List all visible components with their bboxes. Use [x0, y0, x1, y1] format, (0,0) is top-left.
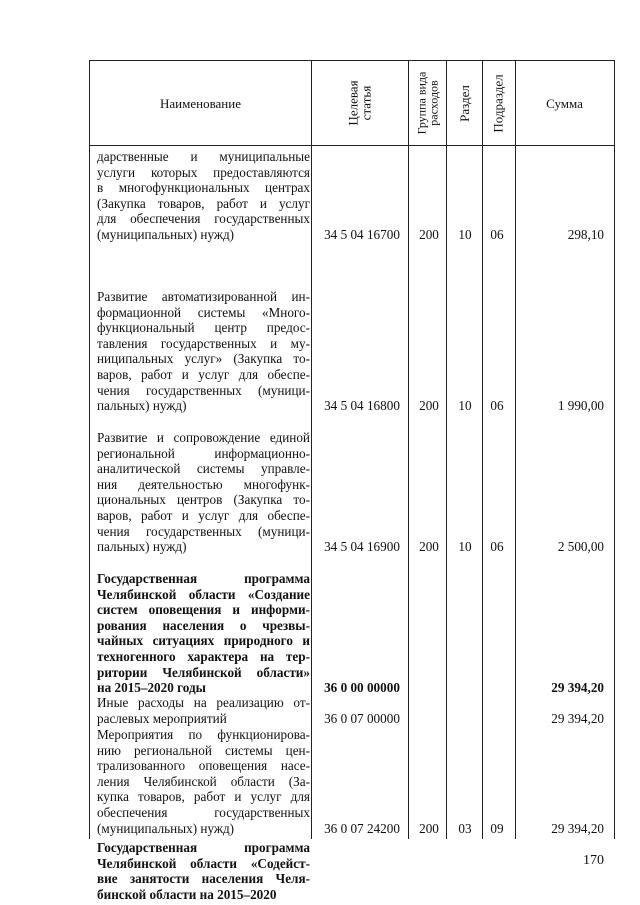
row-name-line: купка товаров, работ и услуг для: [97, 789, 310, 805]
row-name: [97, 430, 310, 555]
row-name-line: раслевых мероприятий: [97, 710, 227, 726]
row-name-line: чения государственных (муници-: [97, 523, 310, 539]
header-subsection-label: Подраздел: [491, 73, 507, 133]
row-name-line: Государственная программа: [97, 840, 310, 855]
row-name-line: трализованного оповещения насе-: [97, 758, 310, 774]
row-code: 34 5 04 16900: [324, 539, 400, 555]
row-name-line: (муниципальных) нужд): [97, 226, 235, 242]
row-name-line: Челябинской области «Создание: [97, 586, 310, 602]
row-name: [97, 840, 310, 902]
row-name-line: чайных ситуациях природного и: [97, 633, 310, 649]
row-code: 36 0 00 00000: [324, 680, 400, 696]
column-divider: [482, 61, 483, 839]
row-expense-group: 200: [419, 398, 439, 414]
row-amount: 29 394,20: [551, 710, 604, 726]
row-name-line: ния деятельностью многофунк-: [97, 476, 310, 492]
row-code: 34 5 04 16700: [324, 227, 400, 242]
row-amount: 1 990,00: [557, 398, 604, 414]
row-name-line: (муниципальных) нужд): [97, 820, 235, 836]
row-name: [97, 149, 310, 243]
row-subsection: 06: [490, 539, 504, 555]
row-name-line: нию региональной системы цен-: [97, 742, 310, 758]
row-code: 34 5 04 16800: [324, 398, 400, 414]
header-expense-group-label: Группа вида расходов: [414, 71, 440, 135]
row-name-line: ниципальных услуг» (Закупка то-: [97, 351, 310, 367]
row-name-line: Развитие автоматизированной ин-: [97, 289, 310, 304]
row-name-line: бинской области на 2015–2020: [97, 886, 277, 902]
row-name-line: варов, работ и услуг для обеспе-: [97, 507, 310, 523]
row-subsection: 09: [490, 820, 504, 836]
row-name-line: Мероприятия по функционирова-: [97, 727, 310, 742]
row-amount: 29 394,20: [551, 820, 604, 836]
row-name-line: услуги которых предоставляются: [97, 164, 310, 180]
header-name-label: Наименование: [160, 95, 241, 111]
header-subsection: [482, 61, 515, 145]
column-divider: [515, 61, 516, 839]
row-name-line: аналитической системы управле-: [97, 461, 310, 477]
row-name-line: чения государственных (муници-: [97, 382, 310, 398]
row-amount: 2 500,00: [557, 539, 604, 555]
table-header: [90, 61, 614, 146]
row-section: 03: [458, 820, 472, 836]
column-divider: [311, 61, 312, 839]
header-target-article: [311, 61, 408, 145]
row-name-line: рования населения о чрезвы-: [97, 617, 310, 633]
row-section: 10: [458, 539, 472, 555]
row-expense-group: 200: [419, 227, 439, 242]
row-name-line: для обеспечения государственных: [97, 211, 310, 227]
row-name-line: формационной системы «Много-: [97, 304, 310, 320]
row-expense-group: 200: [419, 539, 439, 555]
row-name-line: тавления государственных и му-: [97, 335, 310, 351]
row-name-line: Иные расходы на реализацию от-: [97, 695, 310, 710]
row-name-line: ления Челябинской области (За-: [97, 773, 310, 789]
row-name-line: техногенного характера на тер-: [97, 648, 310, 664]
header-expense-group: [408, 61, 446, 145]
row-amount: 298,10: [567, 227, 604, 242]
row-name-line: пальных) нужд): [97, 398, 187, 414]
row-name-line: ритории Челябинской области»: [97, 664, 310, 680]
row-name-line: дарственные и муниципальные: [97, 149, 310, 164]
row-name-line: Развитие и сопровождение единой: [97, 430, 310, 445]
row-subsection: 06: [490, 227, 504, 242]
page-number: 170: [583, 853, 604, 868]
row-section: 10: [458, 227, 472, 242]
header-name: [90, 61, 311, 145]
row-name: [97, 695, 310, 726]
row-expense-group: 200: [419, 820, 439, 836]
row-name-line: (Закупка товаров, работ и услуг: [97, 195, 310, 211]
row-amount: 29 394,20: [551, 680, 604, 696]
row-subsection: 06: [490, 398, 504, 414]
row-name-line: в многофункциональных центрах: [97, 180, 310, 196]
row-name-line: региональной информационно-: [97, 445, 310, 461]
header-target-article-label: Целевая статья: [345, 80, 374, 126]
row-name-line: варов, работ и услуг для обеспе-: [97, 366, 310, 382]
row-section: 10: [458, 398, 472, 414]
header-amount: [515, 61, 614, 145]
row-name-line: Челябинской области «Содейст-: [97, 855, 310, 871]
row-name-line: обеспечения государственных: [97, 804, 310, 820]
row-name-line: на 2015–2020 годы: [97, 680, 206, 696]
header-section: [446, 61, 482, 145]
row-code: 36 0 07 24200: [324, 820, 400, 836]
header-section-label: Раздел: [456, 84, 472, 122]
column-divider: [446, 61, 447, 839]
header-amount-label: Сумма: [546, 95, 583, 111]
column-divider: [408, 61, 409, 839]
row-name-line: циональных центров (Закупка то-: [97, 492, 310, 508]
row-name: [97, 289, 310, 414]
row-name-line: функциональный центр предос-: [97, 320, 310, 336]
row-name-line: вие занятости населения Челя-: [97, 871, 310, 887]
row-name: [97, 727, 310, 836]
row-code: 36 0 07 00000: [324, 710, 400, 726]
row-name: [97, 571, 310, 696]
row-name-line: Государственная программа: [97, 571, 310, 586]
row-name-line: пальных) нужд): [97, 539, 187, 555]
row-name-line: систем оповещения и информи-: [97, 602, 310, 618]
